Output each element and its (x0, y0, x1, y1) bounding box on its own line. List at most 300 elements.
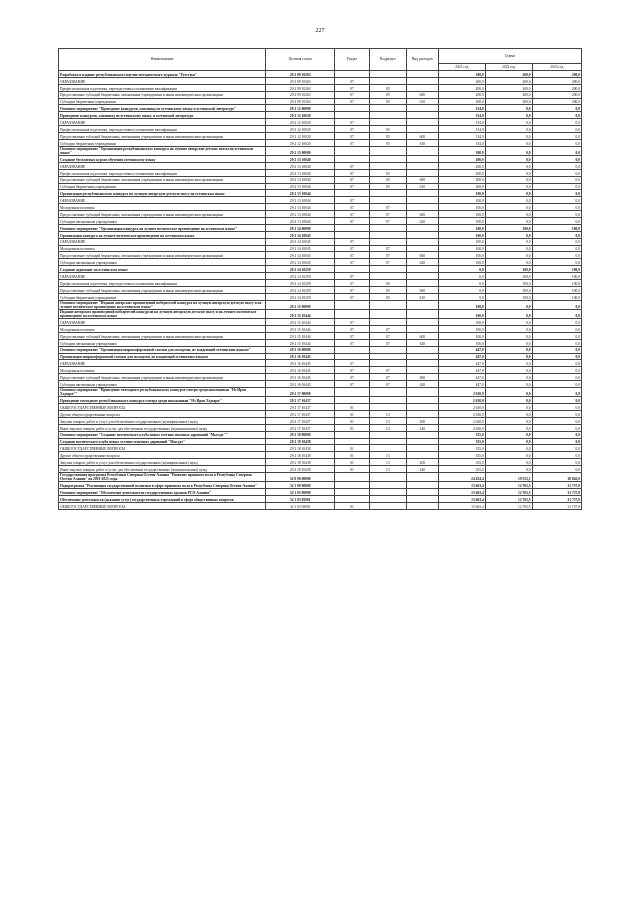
table-row (59, 204, 582, 211)
cell-2023: 0,0 (532, 197, 581, 204)
table-row (59, 495, 582, 502)
cell-section: 07 (335, 204, 370, 211)
cell-name: Проведение конкурсов, олимпиад по осетинскому языку и осетинской литературе (59, 112, 266, 119)
cell-2022: 0,0 (485, 353, 532, 360)
cell-2022: 0,0 (485, 438, 532, 445)
cell-section (335, 300, 370, 309)
cell-target: 29 2 15 10444 (266, 309, 335, 318)
table-row (59, 300, 582, 309)
cell-name: Предоставление субсидий бюджетным, автономным учреждениям и иным некоммерческим организациям (59, 176, 266, 183)
table-row (59, 502, 582, 509)
cell-2021: 355,0 (438, 466, 485, 473)
table-row (59, 360, 582, 367)
cell-subsection: 13 (369, 417, 406, 424)
cell-2022: 0,0 (485, 346, 532, 353)
cell-2022: 0,0 (485, 197, 532, 204)
cell-section: 07 (335, 245, 370, 252)
cell-section: 07 (335, 286, 370, 293)
cell-2022: 0,0 (485, 155, 532, 162)
table-body (59, 71, 582, 510)
table-row (59, 472, 582, 481)
cell-expense-type (406, 273, 438, 280)
cell-2021: 355,0 (438, 452, 485, 459)
cell-2022: 0,0 (485, 367, 532, 374)
cell-section: 07 (335, 332, 370, 339)
table-row (59, 77, 582, 84)
cell-2022: 0,0 (485, 445, 532, 452)
cell-target: 29 2 18 10438 (266, 445, 335, 452)
cell-2022: 12 765,5 (485, 482, 532, 489)
cell-target: 29 2 14 00000 (266, 224, 335, 231)
cell-expense-type (406, 280, 438, 287)
cell-2021: 24 454,4 (438, 472, 485, 481)
cell-2023: 0,0 (532, 155, 581, 162)
cell-2021: 100,0 (438, 300, 485, 309)
cell-target: 29 2 13 10040 (266, 176, 335, 183)
cell-expense-type (406, 245, 438, 252)
cell-2023: 0,0 (532, 259, 581, 266)
cell-2023: 0,0 (532, 319, 581, 326)
cell-2023: 0,0 (532, 300, 581, 309)
cell-subsection (369, 105, 406, 112)
cell-2022: 0,0 (485, 252, 532, 259)
cell-expense-type: 610 (406, 98, 438, 105)
table-row (59, 319, 582, 326)
table-row (59, 98, 582, 105)
cell-name: Субсидии автономным учреждениям (59, 339, 266, 346)
cell-2021: 100,0 (438, 319, 485, 326)
cell-2022: 12 765,5 (485, 495, 532, 502)
cell-subsection (369, 319, 406, 326)
cell-subsection (369, 71, 406, 78)
cell-expense-type: 620 (406, 259, 438, 266)
cell-section: 07 (335, 218, 370, 225)
cell-subsection: 07 (369, 204, 406, 211)
cell-subsection: 05 (369, 133, 406, 140)
cell-2023: 0,0 (532, 360, 581, 367)
cell-expense-type: 600 (406, 374, 438, 381)
cell-2023: 0,0 (532, 353, 581, 360)
cell-section (335, 353, 370, 360)
table-row (59, 105, 582, 112)
cell-section: 07 (335, 91, 370, 98)
cell-expense-type (406, 77, 438, 84)
cell-expense-type (406, 224, 438, 231)
cell-name: Государственная программа Республики Северная Осетия-Алания "Развитие правового поля в Республике Северная Осетия-Алания" на 2019-2023 годы (59, 472, 266, 481)
table-row (59, 139, 582, 146)
cell-2022: 0,0 (485, 259, 532, 266)
cell-2023: 0,0 (532, 397, 581, 404)
cell-2021: 0,0 (438, 286, 485, 293)
cell-2023: 200,0 (532, 98, 581, 105)
cell-section: 07 (335, 183, 370, 190)
cell-section: 01 (335, 424, 370, 431)
table-row (59, 133, 582, 140)
table-row (59, 252, 582, 259)
cell-name: Другие общегосударственные вопросы (59, 452, 266, 459)
cell-name: Издание авторских произведений победителей конкурсов на лучшую авторскую детскую пьесу и на лучшее поэтическое произведение на осетинском языке (59, 309, 266, 318)
cell-section: 07 (335, 77, 370, 84)
cell-section: 07 (335, 325, 370, 332)
cell-2022: 0,0 (485, 319, 532, 326)
table-row (59, 381, 582, 388)
cell-target: 29 2 18 10438 (266, 438, 335, 445)
cell-2021: 2 630,0 (438, 417, 485, 424)
cell-2022: 0,0 (485, 176, 532, 183)
cell-subsection (369, 438, 406, 445)
cell-name: Организация широкоформатной съемки для молодежи, не владеющей осетинским языком (59, 353, 266, 360)
cell-subsection (369, 360, 406, 367)
table-row (59, 224, 582, 231)
cell-subsection: 05 (369, 126, 406, 133)
cell-expense-type (406, 397, 438, 404)
cell-name: Субсидии автономным учреждениям (59, 381, 266, 388)
table-row (59, 397, 582, 404)
cell-name: Организация республиканского конкурса на лучшую авторскую детскую пьесу на осетинском языке (59, 190, 266, 197)
cell-name: Профессиональная подготовка, переподготовка и повышение квалификации (59, 126, 266, 133)
cell-expense-type (406, 360, 438, 367)
cell-expense-type (406, 204, 438, 211)
cell-section (335, 397, 370, 404)
cell-2021: 154,0 (438, 105, 485, 112)
table-row (59, 353, 582, 360)
cell-2022: 0,0 (485, 105, 532, 112)
table-row (59, 183, 582, 190)
cell-2022: 0,0 (485, 424, 532, 431)
cell-2023: 31 737,0 (532, 495, 581, 502)
table-row (59, 266, 582, 273)
cell-name: ОБРАЗОВАНИЕ (59, 238, 266, 245)
cell-2022: 0,0 (485, 374, 532, 381)
cell-section: 07 (335, 360, 370, 367)
cell-expense-type: 240 (406, 466, 438, 473)
table-row (59, 445, 582, 452)
cell-2023: 0,0 (532, 162, 581, 169)
cell-expense-type: 240 (406, 424, 438, 431)
cell-section: 07 (335, 238, 370, 245)
table-row (59, 273, 582, 280)
cell-name: Профессиональная подготовка, переподготовка и повышение квалификации (59, 280, 266, 287)
cell-expense-type (406, 438, 438, 445)
cell-subsection: 13 (369, 410, 406, 417)
cell-target: 29 2 14 10045 (266, 238, 335, 245)
cell-expense-type (406, 325, 438, 332)
cell-2021: 15 663,4 (438, 482, 485, 489)
cell-2021: 2 630,0 (438, 424, 485, 431)
cell-2021: 100,0 (438, 218, 485, 225)
cell-subsection (369, 431, 406, 438)
cell-name: Разработка и издание республиканского научно-методического журнала "Рухстаун" (59, 71, 266, 78)
cell-section: 01 (335, 417, 370, 424)
table-row (59, 459, 582, 466)
cell-subsection (369, 309, 406, 318)
cell-subsection: 05 (369, 280, 406, 287)
cell-2021: 447,0 (438, 346, 485, 353)
table-row (59, 438, 582, 445)
cell-target: 29 2 14 10045 (266, 252, 335, 259)
cell-section (335, 472, 370, 481)
cell-section: 07 (335, 374, 370, 381)
cell-2023: 0,0 (532, 176, 581, 183)
cell-subsection (369, 155, 406, 162)
cell-name: Закупка товаров, работ и услуг для обеспечения государственных (муниципальных) нужд (59, 417, 266, 424)
cell-subsection: 05 (369, 91, 406, 98)
cell-subsection: 05 (369, 139, 406, 146)
header-name: Наименование (59, 49, 266, 71)
header-2021: 2021 год (438, 64, 485, 71)
cell-section: 07 (335, 339, 370, 346)
cell-2022: 0,0 (485, 410, 532, 417)
table-header (59, 49, 582, 71)
cell-target: 29 2 17 10437 (266, 424, 335, 431)
cell-subsection: 05 (369, 169, 406, 176)
table-row (59, 374, 582, 381)
cell-expense-type (406, 404, 438, 411)
cell-expense-type: 610 (406, 293, 438, 300)
cell-2022: 0,0 (485, 431, 532, 438)
cell-section (335, 309, 370, 318)
cell-section: 07 (335, 280, 370, 287)
cell-2022: 19 552,1 (485, 472, 532, 481)
cell-target: 29 2 15 10444 (266, 332, 335, 339)
table-row (59, 387, 582, 396)
cell-target: 29 2 12 10020 (266, 119, 335, 126)
cell-name: Основное мероприятие "Проведение ежегодного республиканского конкурса-смотра среди школьников "Нэ Ирон Хэдзарæ"" (59, 387, 266, 396)
cell-2021: 0,0 (438, 293, 485, 300)
cell-section: 07 (335, 139, 370, 146)
cell-section (335, 346, 370, 353)
cell-2023: 0,0 (532, 466, 581, 473)
cell-subsection: 05 (369, 293, 406, 300)
cell-name: ОБЩЕГОСУДАРСТВЕННЫЕ ВОПРОСЫ (59, 445, 266, 452)
table-row (59, 482, 582, 489)
cell-expense-type: 610 (406, 139, 438, 146)
cell-name: Основное мероприятие "Создание поэтического клуба новых осетино-язычных дарований "Мысудт"" (59, 431, 266, 438)
cell-target: 32 0 00 00000 (266, 472, 335, 481)
cell-name: Основное мероприятие "Организация широкоформатной съемки для молодежи, не владеющей осетинским языком" (59, 346, 266, 353)
cell-2023: 0,0 (532, 218, 581, 225)
cell-name: Создание бесплатных курсов обучения осетинскому языку (59, 155, 266, 162)
cell-name: Предоставление субсидий бюджетным, автономным учреждениям и иным некоммерческим организациям (59, 211, 266, 218)
cell-2021: 100,0 (438, 309, 485, 318)
cell-2021: 447,0 (438, 381, 485, 388)
cell-2022: 0,0 (485, 300, 532, 309)
cell-section: 01 (335, 404, 370, 411)
cell-name: ОБРАЗОВАНИЕ (59, 273, 266, 280)
cell-2022: 0,0 (485, 139, 532, 146)
table-row (59, 218, 582, 225)
cell-expense-type: 600 (406, 91, 438, 98)
cell-target: 29 2 09 10263 (266, 98, 335, 105)
cell-target: 29 2 12 10020 (266, 139, 335, 146)
table-row (59, 155, 582, 162)
cell-2021: 100,0 (438, 332, 485, 339)
table-row (59, 332, 582, 339)
cell-2021: 355,0 (438, 431, 485, 438)
cell-2022: 12 765,5 (485, 502, 532, 509)
table-row (59, 197, 582, 204)
cell-target: 29 2 09 10263 (266, 84, 335, 91)
cell-2022: 100,0 (485, 286, 532, 293)
cell-name: Проведение ежегодного республиканского конкурса-смотра среди школьников "Нэ Ирон Хэдзарæ" (59, 397, 266, 404)
cell-2021: 100,0 (438, 252, 485, 259)
cell-2021: 100,0 (438, 204, 485, 211)
cell-2023: 0,0 (532, 133, 581, 140)
cell-name: Обеспечение деятельности (оказание услуг) государственных учреждений в сфере общественных вопросов (59, 495, 266, 502)
cell-2022: 0,0 (485, 452, 532, 459)
cell-subsection (369, 300, 406, 309)
cell-2021: 200,0 (438, 71, 485, 78)
cell-2021: 200,0 (438, 183, 485, 190)
cell-2023: 0,0 (532, 346, 581, 353)
cell-name: Профессиональная подготовка, переподготовка и повышение квалификации (59, 169, 266, 176)
cell-2021: 154,0 (438, 119, 485, 126)
cell-subsection (369, 482, 406, 489)
cell-subsection: 07 (369, 252, 406, 259)
cell-name: Предоставление субсидий бюджетным, автономным учреждениям и иным некоммерческим организациям (59, 91, 266, 98)
cell-name: Субсидии автономным учреждениям (59, 218, 266, 225)
table-row (59, 238, 582, 245)
cell-expense-type (406, 169, 438, 176)
cell-subsection: 07 (369, 381, 406, 388)
cell-name: Иные закупки товаров, работ и услуг для обеспечения государственных (муниципальных) нужд (59, 466, 266, 473)
table-row (59, 231, 582, 238)
cell-expense-type: 620 (406, 381, 438, 388)
cell-2021: 15 663,4 (438, 502, 485, 509)
cell-target: 29 2 18 10438 (266, 452, 335, 459)
cell-section (335, 489, 370, 496)
cell-target: 29 2 09 10263 (266, 91, 335, 98)
header-target: Целевая статья (266, 49, 335, 71)
cell-2023: 38 042,0 (532, 472, 581, 481)
table-row (59, 280, 582, 287)
cell-expense-type (406, 431, 438, 438)
cell-expense-type (406, 84, 438, 91)
table-row (59, 211, 582, 218)
cell-2022: 0,0 (485, 238, 532, 245)
table-row (59, 293, 582, 300)
cell-name: Иные закупки товаров, работ и услуг для обеспечения государственных (муниципальных) нужд (59, 424, 266, 431)
cell-subsection (369, 197, 406, 204)
cell-target: 29 2 14 10259 (266, 280, 335, 287)
cell-section: 07 (335, 252, 370, 259)
cell-section: 07 (335, 197, 370, 204)
cell-2021: 0,0 (438, 280, 485, 287)
cell-2023: 200,0 (532, 84, 581, 91)
cell-expense-type (406, 346, 438, 353)
cell-2023: 0,0 (532, 325, 581, 332)
cell-expense-type (406, 489, 438, 496)
cell-2023: 0,0 (532, 126, 581, 133)
cell-subsection (369, 472, 406, 481)
cell-target: 29 2 12 00000 (266, 105, 335, 112)
table-row (59, 176, 582, 183)
table-row (59, 309, 582, 318)
cell-subsection (369, 346, 406, 353)
cell-2022: 100,0 (485, 280, 532, 287)
table-row (59, 417, 582, 424)
cell-expense-type (406, 495, 438, 502)
cell-target: 29 2 16 10445 (266, 360, 335, 367)
cell-2022: 0,0 (485, 218, 532, 225)
cell-name: Предоставление субсидий бюджетным, автономным учреждениям и иным некоммерческим организациям (59, 286, 266, 293)
cell-expense-type (406, 105, 438, 112)
cell-target: 29 2 12 10020 (266, 112, 335, 119)
cell-section (335, 266, 370, 273)
cell-2022: 0,0 (485, 360, 532, 367)
cell-section: 07 (335, 381, 370, 388)
cell-2022: 0,0 (485, 119, 532, 126)
cell-expense-type (406, 309, 438, 318)
cell-target: 32 1 03 00000 (266, 489, 335, 496)
cell-2021: 2 630,0 (438, 387, 485, 396)
cell-section: 01 (335, 459, 370, 466)
cell-section: 07 (335, 119, 370, 126)
header-section: Раздел (335, 49, 370, 71)
cell-2022: 0,0 (485, 381, 532, 388)
cell-target: 29 2 18 10438 (266, 459, 335, 466)
cell-2023: 0,0 (532, 190, 581, 197)
cell-section (335, 231, 370, 238)
cell-section: 07 (335, 84, 370, 91)
cell-2022: 0,0 (485, 133, 532, 140)
cell-expense-type (406, 119, 438, 126)
cell-section: 01 (335, 502, 370, 509)
cell-2022: 0,0 (485, 332, 532, 339)
cell-2021: 200,0 (438, 169, 485, 176)
cell-name: Субсидии бюджетным учреждениям (59, 139, 266, 146)
table-row (59, 190, 582, 197)
cell-2023: 0,0 (532, 404, 581, 411)
cell-2022: 12 765,5 (485, 489, 532, 496)
cell-2022: 200,0 (485, 91, 532, 98)
cell-2022: 0,0 (485, 245, 532, 252)
cell-2021: 200,0 (438, 176, 485, 183)
cell-section (335, 71, 370, 78)
cell-2023: 31 737,0 (532, 489, 581, 496)
cell-target: 32 1 00 00000 (266, 482, 335, 489)
cell-2021: 200,0 (438, 162, 485, 169)
header-2022: 2022 год (485, 64, 532, 71)
cell-subsection (369, 266, 406, 273)
cell-2022: 0,0 (485, 339, 532, 346)
cell-expense-type: 600 (406, 133, 438, 140)
cell-2022: 0,0 (485, 417, 532, 424)
cell-expense-type: 200 (406, 459, 438, 466)
cell-2023: 0,0 (532, 169, 581, 176)
cell-name: Основное мероприятие "Проведение конкурсов, олимпиад по осетинскому языку и осетинской литературе" (59, 105, 266, 112)
cell-section: 07 (335, 293, 370, 300)
cell-expense-type: 600 (406, 332, 438, 339)
cell-2021: 154,0 (438, 112, 485, 119)
cell-2022: 0,0 (485, 162, 532, 169)
cell-target: 29 2 16 10445 (266, 353, 335, 360)
cell-2023: 0,0 (532, 112, 581, 119)
cell-2022: 100,0 (485, 224, 532, 231)
cell-2023: 0,0 (532, 431, 581, 438)
cell-target: 29 2 13 10044 (266, 218, 335, 225)
cell-subsection: 13 (369, 452, 406, 459)
cell-2023: 100,0 (532, 286, 581, 293)
cell-2023: 0,0 (532, 105, 581, 112)
cell-2023: 0,0 (532, 204, 581, 211)
cell-2023: 100,0 (532, 266, 581, 273)
cell-2023: 31 737,0 (532, 502, 581, 509)
cell-target: 29 2 13 10040 (266, 183, 335, 190)
cell-name: Создание поэтического клуба новых осетино-язычных дарований "Мысудт" (59, 438, 266, 445)
cell-section: 07 (335, 169, 370, 176)
cell-2023: 0,0 (532, 452, 581, 459)
